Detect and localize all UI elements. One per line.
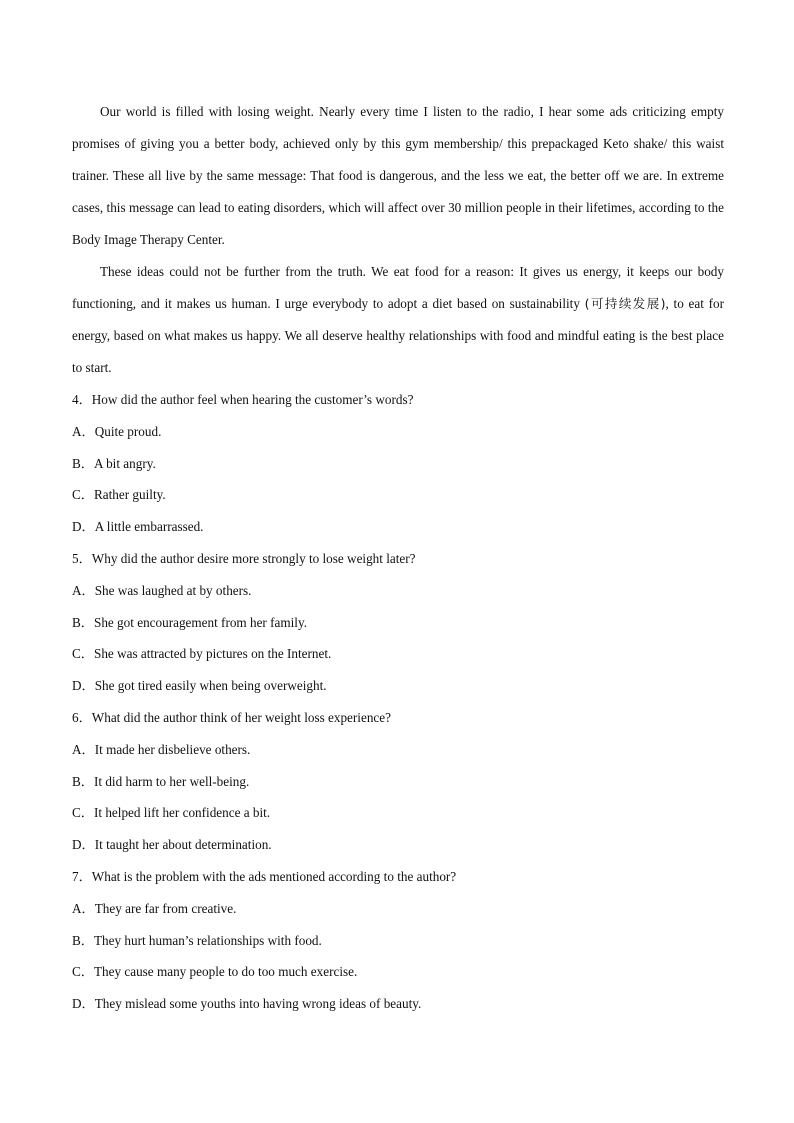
- question-7-option-d: D．They mislead some youths into having wrong ideas of beauty.: [72, 996, 422, 1012]
- question-4-option-b: B．A bit angry.: [72, 455, 156, 471]
- question-5-option-c: C．She was attracted by pictures on the Internet.: [72, 646, 332, 662]
- question-4: [72, 384, 724, 543]
- question-6-option-d: D．It taught her about determination.: [72, 837, 272, 853]
- question-5-option-a: A．She was laughed at by others.: [72, 582, 252, 598]
- question-6-stem: 6．What did the author think of her weight loss experience?: [72, 709, 391, 725]
- question-4-option-c: C．Rather guilty.: [72, 487, 166, 503]
- question-6-option-c: C．It helped lift her confidence a bit.: [72, 805, 271, 821]
- passage-paragraph-2-text-b: , to eat for energy, based on what makes us happy. We all deserve healthy relationships with food and mindful eating is the best place to start.: [72, 296, 724, 375]
- question-5: [72, 543, 724, 702]
- question-6: [72, 702, 724, 861]
- question-7: [72, 861, 724, 1020]
- question-5-stem: 5．Why did the author desire more strongly to lose weight later?: [72, 550, 416, 566]
- question-6-option-a: A．It made her disbelieve others.: [72, 741, 251, 757]
- question-4-option-a: A．Quite proud.: [72, 423, 162, 439]
- question-5-option-d: D．She got tired easily when being overweight.: [72, 678, 327, 694]
- question-4-option-d: D．A little embarrassed.: [72, 519, 204, 535]
- question-7-stem: 7．What is the problem with the ads mentioned according to the author?: [72, 868, 457, 884]
- question-5-option-b: B．She got encouragement from her family.: [72, 614, 307, 630]
- question-6-option-b: B．It did harm to her well-being.: [72, 773, 250, 789]
- passage-paragraph-2-text-a: These ideas could not be further from the truth. We eat food for a reason: It gives us energy, it keeps our body functioning, and it makes us human. I urge everybody to adopt a diet based on sustainability: [72, 264, 724, 311]
- question-4-stem: 4．How did the author feel when hearing the customer’s words?: [72, 392, 414, 407]
- passage-paragraph-1: Our world is filled with losing weight. Nearly every time I listen to the radio, I hear some ads criticizing empty promises of giving you a better body, achieved only by this gym membership/ this prepackaged Keto shake/ this waist trainer. These all live by the same message: That food is dangerous, and the less we eat, the better off we are. In extreme cases, this message can lead to eating disorders, which will affect over 30 million people in their lifetimes, according to the Body Image Therapy Center.: [72, 104, 724, 247]
- question-7-option-b: B．They hurt human’s relationships with food.: [72, 932, 322, 948]
- question-7-option-a: A．They are far from creative.: [72, 900, 237, 916]
- question-7-option-c: C．They cause many people to do too much exercise.: [72, 964, 358, 980]
- passage-paragraph-2: [72, 256, 724, 384]
- document-page: [72, 96, 724, 1020]
- passage-paragraph-2-cjk-note: (可持续发展): [584, 296, 666, 311]
